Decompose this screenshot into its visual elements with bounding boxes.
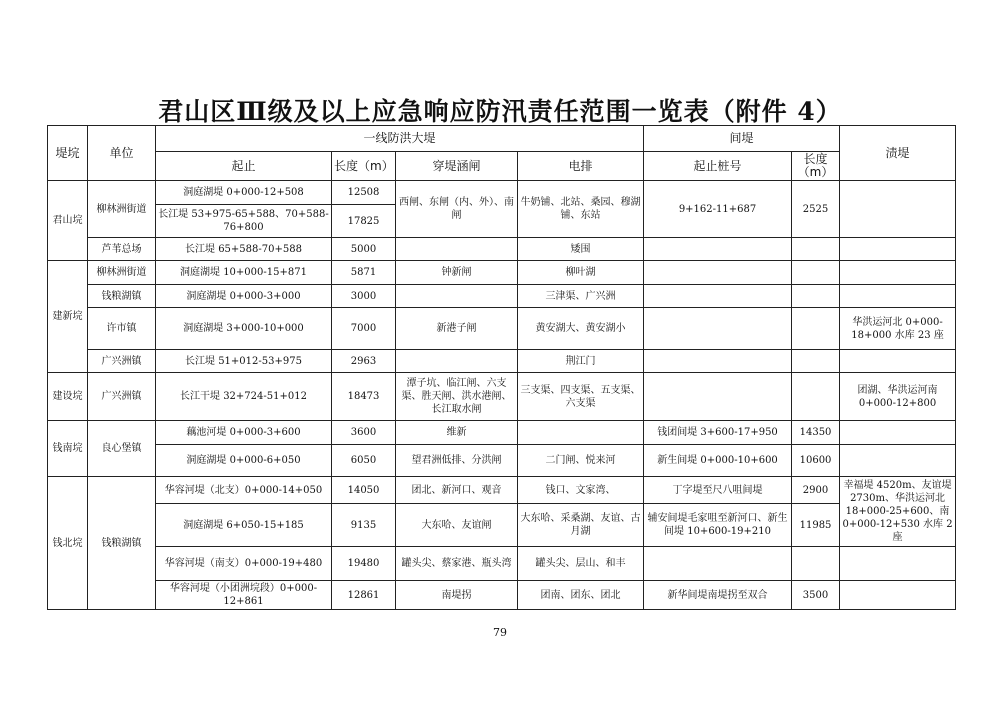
range-cell: 华容河堤（小团洲垸段）0+000-12+861 [156,581,332,610]
table-row [48,285,956,308]
range-cell: 长江堤 51+012-53+975 [156,350,332,373]
district-cell: 君山垸 [48,181,88,261]
range-cell: 长江堤 65+588-70+588 [156,238,332,261]
stake-cell: 丁字堤至尺八咀间堤 [644,477,792,504]
culvert-cell: 西闸、东闸（内、外）、南闸 [396,181,518,238]
stake-cell: 辅安间堤毛家咀至新河口、新生间堤 10+600-19+210 [644,504,792,547]
range-cell: 洞庭湖堤 6+050-15+185 [156,504,332,547]
culvert-cell: 大东哈、友谊闸 [396,504,518,547]
stake-cell [644,261,792,285]
header-culvert: 穿堤涵闸 [396,152,518,181]
table-row [48,261,956,285]
burst-cell: 华洪运河北 0+000-18+000 水库 23 座 [840,308,956,350]
culvert-cell: 南堤拐 [396,581,518,610]
pump-cell: 大东哈、采桑湖、友谊、古月湖 [518,504,644,547]
length2-cell: 11985 [792,504,840,547]
header-range: 起止 [156,152,332,181]
stake-cell [644,238,792,261]
culvert-cell: 新港子闸 [396,308,518,350]
district-cell: 钱北垸 [48,477,88,610]
page-number: 79 [493,626,507,639]
pump-cell: 三津渠、广兴洲 [518,285,644,308]
unit-cell: 良心堡镇 [88,421,156,477]
culvert-cell [396,350,518,373]
pump-cell: 钱口、文家湾、 [518,477,644,504]
length-cell: 5000 [332,238,396,261]
header-stake: 起止桩号 [644,152,792,181]
table-row [48,477,956,504]
range-cell: 洞庭湖堤 0+000-3+000 [156,285,332,308]
stake-cell [644,308,792,350]
pump-cell [518,421,644,445]
length2-cell: 10600 [792,445,840,477]
length-cell: 12861 [332,581,396,610]
table-row [48,350,956,373]
unit-cell: 广兴洲镇 [88,350,156,373]
burst-cell [840,350,956,373]
header-pump: 电排 [518,152,644,181]
culvert-cell [396,285,518,308]
stake-cell: 钱团间堤 3+600-17+950 [644,421,792,445]
length-cell: 18473 [332,373,396,421]
length-cell: 14050 [332,477,396,504]
unit-cell: 钱粮湖镇 [88,477,156,610]
range-cell: 长江干堤 32+724-51+012 [156,373,332,421]
stake-cell [644,285,792,308]
range-cell: 藕池河堤 0+000-3+600 [156,421,332,445]
pump-cell: 黄安湖大、黄安湖小 [518,308,644,350]
burst-cell: 幸福堤 4520m、友谊堤 2730m、华洪运河北 18+000-25+600、南 0+000-12+530 水库 2 座 [840,477,956,547]
length-cell: 2963 [332,350,396,373]
length2-cell [792,308,840,350]
burst-cell [840,547,956,581]
district-cell: 建设垸 [48,373,88,421]
burst-cell [840,238,956,261]
length2-cell [792,373,840,421]
burst-cell [840,421,956,445]
range-cell: 长江堤 53+975-65+588、70+588-76+800 [156,205,332,238]
range-cell: 洞庭湖堤 0+000-12+508 [156,181,332,205]
length-cell: 3600 [332,421,396,445]
responsibility-table [47,125,956,610]
pump-cell: 矮围 [518,238,644,261]
table-row [48,373,956,421]
table-row [48,504,956,547]
stake-cell [644,350,792,373]
table-row [48,238,956,261]
unit-cell: 柳林洲街道 [88,181,156,238]
header-first-line: 一线防洪大堤 [156,126,644,152]
unit-cell: 许市镇 [88,308,156,350]
length-cell: 6050 [332,445,396,477]
culvert-cell: 钟新闸 [396,261,518,285]
range-cell: 洞庭湖堤 0+000-6+050 [156,445,332,477]
stake-cell [644,373,792,421]
table-row [48,421,956,445]
culvert-cell: 罐头尖、蔡家港、瓶头湾 [396,547,518,581]
length2-cell: 2900 [792,477,840,504]
length-cell: 19480 [332,547,396,581]
unit-cell: 广兴洲镇 [88,373,156,421]
length2-cell: 2525 [792,181,840,238]
range-cell: 洞庭湖堤 3+000-10+000 [156,308,332,350]
range-cell: 华容河堤（南支）0+000-19+480 [156,547,332,581]
unit-cell: 钱粮湖镇 [88,285,156,308]
header-district: 堤垸 [48,126,88,181]
header-burst: 渍堤 [840,126,956,181]
burst-cell: 团湖、华洪运河南 0+000-12+800 [840,373,956,421]
culvert-cell: 维新 [396,421,518,445]
culvert-cell: 望君洲低排、分洪闸 [396,445,518,477]
range-cell: 华容河堤（北支）0+000-14+050 [156,477,332,504]
length2-cell [792,350,840,373]
pump-cell: 柳叶湖 [518,261,644,285]
stake-cell: 9+162-11+687 [644,181,792,238]
stake-cell: 新华间堤南堤拐至双合 [644,581,792,610]
burst-cell [840,181,956,238]
pump-cell: 三支渠、四支渠、五支渠、六支渠 [518,373,644,421]
length-cell: 7000 [332,308,396,350]
culvert-cell [396,238,518,261]
burst-cell [840,581,956,610]
length2-cell: 3500 [792,581,840,610]
burst-cell [840,445,956,477]
header-unit: 单位 [88,126,156,181]
unit-cell: 芦苇总场 [88,238,156,261]
length-cell: 12508 [332,181,396,205]
district-cell: 建新垸 [48,261,88,373]
header-row-1 [48,126,956,152]
header-row-2 [48,152,956,181]
length-cell: 17825 [332,205,396,238]
length2-cell: 14350 [792,421,840,445]
header-length2: 长度（m） [792,152,840,181]
table-row [48,308,956,350]
culvert-cell: 团北、新河口、观音 [396,477,518,504]
table-row [48,581,956,610]
length2-cell [792,285,840,308]
stake-cell [644,547,792,581]
pump-cell: 罐头尖、层山、和丰 [518,547,644,581]
length-cell: 5871 [332,261,396,285]
length-cell: 9135 [332,504,396,547]
pump-cell: 牛奶铺、北站、桑园、穆湖铺、东站 [518,181,644,238]
culvert-cell: 潭子坑、临江闸、六支渠、胜天闸、洪水港闸、长江取水闸 [396,373,518,421]
burst-cell [840,261,956,285]
length2-cell [792,261,840,285]
burst-cell [840,285,956,308]
table-row [48,547,956,581]
length2-cell [792,238,840,261]
unit-cell: 柳林洲街道 [88,261,156,285]
pump-cell: 团南、团东、团北 [518,581,644,610]
pump-cell: 荆江门 [518,350,644,373]
pump-cell: 二门闸、悦来河 [518,445,644,477]
length-cell: 3000 [332,285,396,308]
header-secondary: 间堤 [644,126,840,152]
stake-cell: 新生间堤 0+000-10+600 [644,445,792,477]
table-row [48,445,956,477]
page-title: 君山区Ⅲ级及以上应急响应防汛责任范围一览表（附件 4） [158,97,842,126]
district-cell: 钱南垸 [48,421,88,477]
range-cell: 洞庭湖堤 10+000-15+871 [156,261,332,285]
header-length: 长度（m） [332,152,396,181]
length2-cell [792,547,840,581]
table-row [48,181,956,205]
